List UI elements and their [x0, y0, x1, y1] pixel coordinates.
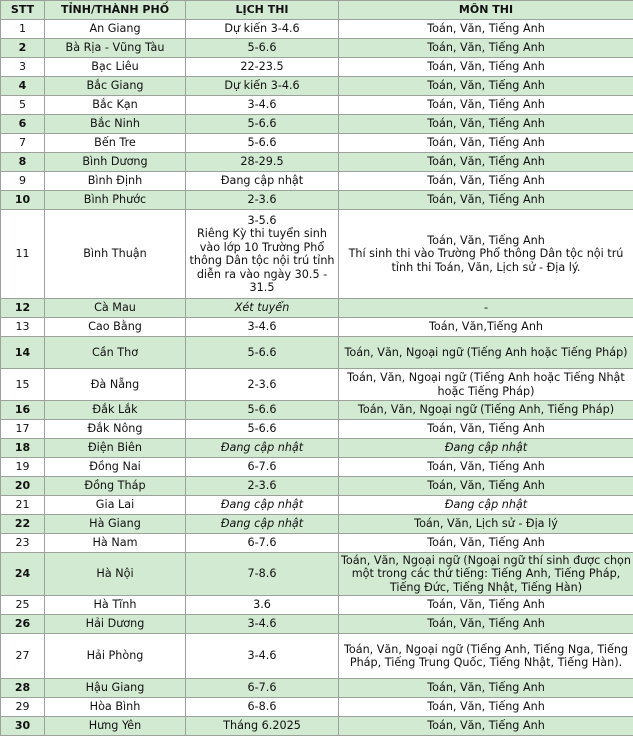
- schedule-cell: 5-6.6: [186, 115, 339, 134]
- header-subjects: MÔN THI: [339, 1, 633, 20]
- stt-cell: 19: [1, 458, 45, 477]
- stt-cell: 4: [1, 77, 45, 96]
- stt-cell: 24: [1, 553, 45, 596]
- province-cell: Bình Dương: [45, 153, 186, 172]
- schedule-cell: Dự kiến 3-4.6: [186, 20, 339, 39]
- province-cell: Bắc Giang: [45, 77, 186, 96]
- subjects-cell: Toán, Văn, Tiếng Anh: [339, 77, 633, 96]
- province-cell: Cà Mau: [45, 299, 186, 318]
- stt-cell: 17: [1, 420, 45, 439]
- subjects-cell: Toán, Văn, Tiếng Anh: [339, 679, 633, 698]
- province-cell: Bình Phước: [45, 191, 186, 210]
- stt-cell: 7: [1, 134, 45, 153]
- stt-cell: 6: [1, 115, 45, 134]
- province-cell: Đà Nẵng: [45, 369, 186, 401]
- table-row: [1, 439, 633, 458]
- schedule-cell: 3-4.6: [186, 96, 339, 115]
- schedule-cell: 5-6.6: [186, 420, 339, 439]
- stt-cell: 22: [1, 515, 45, 534]
- schedule-cell: 6-7.6: [186, 679, 339, 698]
- schedule-cell: Đang cập nhật: [186, 515, 339, 534]
- province-cell: Bạc Liêu: [45, 58, 186, 77]
- schedule-cell: 28-29.5: [186, 153, 339, 172]
- table-row: [1, 96, 633, 115]
- subjects-cell: Toán, Văn, Tiếng Anh: [339, 153, 633, 172]
- province-cell: Đắk Nông: [45, 420, 186, 439]
- table-row: [1, 77, 633, 96]
- table-row: [1, 615, 633, 634]
- province-cell: Bến Tre: [45, 134, 186, 153]
- subjects-cell: Toán, Văn, Tiếng Anh: [339, 717, 633, 736]
- stt-cell: 3: [1, 58, 45, 77]
- table-row: [1, 515, 633, 534]
- province-cell: Bình Thuận: [45, 210, 186, 299]
- subjects-cell: Toán, Văn, Ngoại ngữ (Tiếng Anh hoặc Tiếng Pháp): [339, 337, 633, 369]
- header-stt: STT: [1, 1, 45, 20]
- table-row: [1, 39, 633, 58]
- subjects-cell: Toán, Văn, Tiếng Anh: [339, 615, 633, 634]
- table-row: [1, 458, 633, 477]
- province-cell: Hà Nam: [45, 534, 186, 553]
- stt-cell: 21: [1, 496, 45, 515]
- stt-cell: 10: [1, 191, 45, 210]
- schedule-cell: Đang cập nhật: [186, 172, 339, 191]
- province-cell: Hòa Bình: [45, 698, 186, 717]
- table-row: [1, 477, 633, 496]
- schedule-cell: 3-4.6: [186, 615, 339, 634]
- table-row: [1, 115, 633, 134]
- subjects-cell: Toán, Văn,Tiếng Anh: [339, 318, 633, 337]
- stt-cell: 15: [1, 369, 45, 401]
- stt-cell: 23: [1, 534, 45, 553]
- province-cell: Hà Giang: [45, 515, 186, 534]
- table-row: [1, 369, 633, 401]
- stt-cell: 1: [1, 20, 45, 39]
- subjects-cell: Toán, Văn, Tiếng Anh: [339, 96, 633, 115]
- table-row: [1, 553, 633, 596]
- stt-cell: 25: [1, 596, 45, 615]
- stt-cell: 16: [1, 401, 45, 420]
- subjects-cell: Toán, Văn, Tiếng Anh: [339, 58, 633, 77]
- stt-cell: 13: [1, 318, 45, 337]
- table-row: [1, 401, 633, 420]
- schedule-cell: 6-7.6: [186, 458, 339, 477]
- table-row: [1, 153, 633, 172]
- province-cell: Hà Nội: [45, 553, 186, 596]
- table-row: [1, 679, 633, 698]
- table-row: [1, 717, 633, 736]
- table-row: [1, 191, 633, 210]
- subjects-cell: Toán, Văn, Ngoại ngữ (Tiếng Anh hoặc Tiếng Nhật hoặc Tiếng Pháp): [339, 369, 633, 401]
- schedule-cell: 5-6.6: [186, 401, 339, 420]
- table-body: [1, 20, 633, 736]
- subjects-cell: Đang cập nhật: [339, 496, 633, 515]
- subjects-cell: Toán, Văn, Tiếng Anh: [339, 420, 633, 439]
- table-row: [1, 210, 633, 299]
- subjects-cell: Toán, Văn, Ngoại ngữ (Ngoại ngữ thí sinh được chọn một trong các thứ tiếng: Tiếng Anh, Tiếng Pháp, Tiếng Đức, Tiếng Nhật, Tiếng Hàn): [339, 553, 633, 596]
- stt-cell: 11: [1, 210, 45, 299]
- subjects-cell: Toán, Văn, Tiếng Anh: [339, 458, 633, 477]
- stt-cell: 12: [1, 299, 45, 318]
- subjects-cell: Toán, Văn, Tiếng Anh: [339, 115, 633, 134]
- stt-cell: 26: [1, 615, 45, 634]
- schedule-cell: 2-3.6: [186, 191, 339, 210]
- table-row: [1, 20, 633, 39]
- schedule-cell: 3-4.6: [186, 318, 339, 337]
- province-cell: Bắc Ninh: [45, 115, 186, 134]
- stt-cell: 9: [1, 172, 45, 191]
- province-cell: Hải Phòng: [45, 634, 186, 679]
- subjects-cell: Toán, Văn, Tiếng Anh Thí sinh thi vào Trường Phổ thông Dân tộc nội trú tỉnh thi Toán, Văn, Lịch sử - Địa lý.: [339, 210, 633, 299]
- stt-cell: 18: [1, 439, 45, 458]
- subjects-cell: Toán, Văn, Tiếng Anh: [339, 172, 633, 191]
- table-row: [1, 698, 633, 717]
- subjects-cell: Đang cập nhật: [339, 439, 633, 458]
- province-cell: Cao Bằng: [45, 318, 186, 337]
- table-row: [1, 596, 633, 615]
- schedule-cell: 6-7.6: [186, 534, 339, 553]
- province-cell: An Giang: [45, 20, 186, 39]
- province-cell: Hậu Giang: [45, 679, 186, 698]
- subjects-cell: Toán, Văn, Ngoại ngữ (Tiếng Anh, Tiếng Pháp): [339, 401, 633, 420]
- province-cell: Hải Dương: [45, 615, 186, 634]
- schedule-cell: 7-8.6: [186, 553, 339, 596]
- subjects-cell: Toán, Văn, Tiếng Anh: [339, 698, 633, 717]
- schedule-cell: Tháng 6.2025: [186, 717, 339, 736]
- province-cell: Bà Rịa - Vũng Tàu: [45, 39, 186, 58]
- schedule-cell: 22-23.5: [186, 58, 339, 77]
- schedule-cell: 3-5.6 Riêng Kỳ thi tuyển sinh vào lớp 10 Trường Phổ thông Dân tộc nội trú tỉnh diễn ra vào ngày 30.5 - 31.5: [186, 210, 339, 299]
- table-row: [1, 534, 633, 553]
- stt-cell: 14: [1, 337, 45, 369]
- subjects-cell: Toán, Văn, Tiếng Anh: [339, 534, 633, 553]
- stt-cell: 2: [1, 39, 45, 58]
- schedule-cell: 5-6.6: [186, 337, 339, 369]
- province-cell: Điện Biên: [45, 439, 186, 458]
- schedule-cell: Đang cập nhật: [186, 496, 339, 515]
- stt-cell: 28: [1, 679, 45, 698]
- table-row: [1, 134, 633, 153]
- stt-cell: 8: [1, 153, 45, 172]
- province-cell: Bình Định: [45, 172, 186, 191]
- table-row: [1, 420, 633, 439]
- stt-cell: 5: [1, 96, 45, 115]
- schedule-cell: 6-8.6: [186, 698, 339, 717]
- header-row: [1, 1, 633, 20]
- table-row: [1, 318, 633, 337]
- subjects-cell: Toán, Văn, Tiếng Anh: [339, 477, 633, 496]
- subjects-cell: -: [339, 299, 633, 318]
- table-row: [1, 299, 633, 318]
- schedule-cell: Dự kiến 3-4.6: [186, 77, 339, 96]
- subjects-cell: Toán, Văn, Lịch sử - Địa lý: [339, 515, 633, 534]
- province-cell: Hà Tĩnh: [45, 596, 186, 615]
- stt-cell: 27: [1, 634, 45, 679]
- schedule-cell: 5-6.6: [186, 134, 339, 153]
- subjects-cell: Toán, Văn, Tiếng Anh: [339, 134, 633, 153]
- subjects-cell: Toán, Văn, Tiếng Anh: [339, 596, 633, 615]
- table-row: [1, 337, 633, 369]
- province-cell: Gia Lai: [45, 496, 186, 515]
- schedule-cell: 2-3.6: [186, 369, 339, 401]
- province-cell: Cần Thơ: [45, 337, 186, 369]
- province-cell: Đồng Nai: [45, 458, 186, 477]
- province-cell: Hưng Yên: [45, 717, 186, 736]
- stt-cell: 30: [1, 717, 45, 736]
- schedule-cell: Đang cập nhật: [186, 439, 339, 458]
- schedule-cell: 2-3.6: [186, 477, 339, 496]
- province-cell: Bắc Kạn: [45, 96, 186, 115]
- schedule-cell: 5-6.6: [186, 39, 339, 58]
- subjects-cell: Toán, Văn, Ngoại ngữ (Tiếng Anh, Tiếng Nga, Tiếng Pháp, Tiếng Trung Quốc, Tiếng Nhật, Tiếng Hàn).: [339, 634, 633, 679]
- province-cell: Đồng Tháp: [45, 477, 186, 496]
- schedule-cell: 3.6: [186, 596, 339, 615]
- schedule-cell: 3-4.6: [186, 634, 339, 679]
- table-row: [1, 634, 633, 679]
- province-cell: Đắk Lắk: [45, 401, 186, 420]
- header-schedule: LỊCH THI: [186, 1, 339, 20]
- header-province: TỈNH/THÀNH PHỐ: [45, 1, 186, 20]
- schedule-cell: Xét tuyển: [186, 299, 339, 318]
- subjects-cell: Toán, Văn, Tiếng Anh: [339, 20, 633, 39]
- table-row: [1, 58, 633, 77]
- table-row: [1, 496, 633, 515]
- stt-cell: 29: [1, 698, 45, 717]
- subjects-cell: Toán, Văn, Tiếng Anh: [339, 191, 633, 210]
- subjects-cell: Toán, Văn, Tiếng Anh: [339, 39, 633, 58]
- table-row: [1, 172, 633, 191]
- stt-cell: 20: [1, 477, 45, 496]
